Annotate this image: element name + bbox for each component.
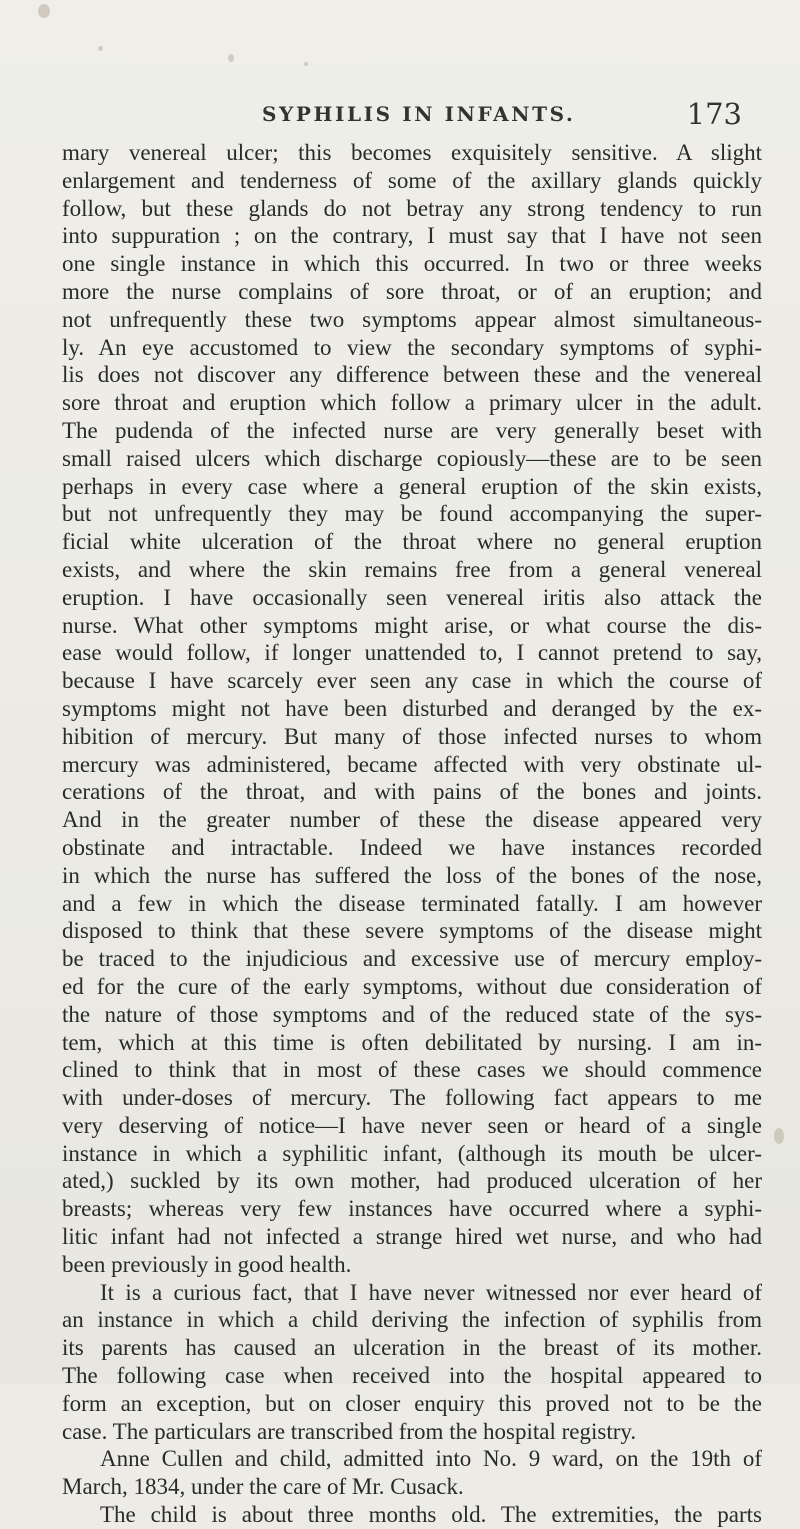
text-line: form an exception, but on closer enquiry this proved not to be the <box>62 1390 762 1416</box>
paper-stain <box>98 46 103 51</box>
text-line: litic infant had not infected a strange hired wet nurse, and who had <box>62 1224 762 1250</box>
text-line: not unfrequently these two symptoms appear almost simultaneous- <box>62 306 762 332</box>
text-line: disposed to think that these severe symptoms of the disease might <box>62 918 762 944</box>
text-line: lis does not discover any difference between these and the venereal <box>62 362 762 388</box>
text-line: exists, and where the skin remains free from a general venereal <box>62 556 762 582</box>
text-line: ed for the cure of the early symptoms, without due consideration of <box>62 973 762 999</box>
text-line: case. The particulars are transcribed from the hospital registry. <box>62 1418 637 1444</box>
paper-stain <box>38 4 50 18</box>
text-line: hibition of mercury. But many of those infected nurses to whom <box>62 723 762 749</box>
text-line: but not unfrequently they may be found accompanying the super- <box>62 501 762 527</box>
text-line: with under-doses of mercury. The following fact appears to me <box>62 1085 762 1111</box>
running-title: SYPHILIS IN INFANTS. <box>262 102 576 126</box>
text-line: small raised ulcers which discharge copiously—these are to be seen <box>62 445 762 471</box>
text-line: the nature of those symptoms and of the reduced state of the sys- <box>62 1001 762 1027</box>
text-line: obstinate and intractable. Indeed we have instances recorded <box>62 834 762 860</box>
text-line: eruption. I have occasionally seen venereal iritis also attack the <box>62 584 762 610</box>
text-line: It is a curious fact, that I have never witnessed nor ever heard of <box>100 1279 762 1305</box>
page-header <box>0 98 800 138</box>
text-line: perhaps in every case where a general eruption of the skin exists, <box>62 473 762 499</box>
text-line: breasts; whereas very few instances have occurred where a syphi- <box>62 1196 762 1222</box>
paper-stain <box>774 1128 784 1144</box>
text-line: ease would follow, if longer unattended to, I cannot pretend to say, <box>62 640 762 666</box>
text-line: clined to think that in most of these cases we should commence <box>62 1057 762 1083</box>
text-line: Anne Cullen and child, admitted into No. 9 ward, on the 19th of <box>100 1446 762 1472</box>
text-line: tem, which at this time is often debilitated by nursing. I am in- <box>62 1029 762 1055</box>
text-line: been previously in good health. <box>62 1251 352 1277</box>
text-line: symptoms might not have been disturbed and deranged by the ex- <box>62 695 762 721</box>
body-text <box>62 139 762 1529</box>
text-line: March, 1834, under the care of Mr. Cusack. <box>62 1474 464 1500</box>
text-line: an instance in which a child deriving the infection of syphilis from <box>62 1307 762 1333</box>
paper-stain <box>228 54 234 62</box>
text-line: The child is about three months old. The extremities, the parts <box>100 1502 762 1528</box>
text-line: The following case when received into the hospital appeared to <box>62 1363 762 1389</box>
text-line: its parents has caused an ulceration in the breast of its mother. <box>62 1335 762 1361</box>
paper-stain <box>304 62 308 66</box>
text-line: sore throat and eruption which follow a primary ulcer in the adult. <box>62 390 762 416</box>
text-line: The pudenda of the infected nurse are very generally beset with <box>62 417 762 443</box>
page-number: 173 <box>686 97 742 131</box>
text-line: instance in which a syphilitic infant, (although its mouth be ulcer- <box>62 1140 762 1166</box>
text-line: one single instance in which this occurred. In two or three weeks <box>62 251 762 277</box>
text-line: because I have scarcely ever seen any case in which the course of <box>62 668 762 694</box>
text-line: in which the nurse has suffered the loss of the bones of the nose, <box>62 862 762 888</box>
text-line: be traced to the injudicious and excessive use of mercury employ- <box>62 946 762 972</box>
text-line: follow, but these glands do not betray any strong tendency to run <box>62 195 762 221</box>
text-line: mercury was administered, became affected with very obstinate ul- <box>62 751 762 777</box>
text-line: more the nurse complains of sore throat, or of an eruption; and <box>62 278 762 304</box>
text-line: enlargement and tenderness of some of the axillary glands quickly <box>62 167 762 193</box>
text-line: into suppuration ; on the contrary, I must say that I have not seen <box>62 223 762 249</box>
text-line: ated,) suckled by its own mother, had produced ulceration of her <box>62 1168 762 1194</box>
text-line: and a few in which the disease terminated fatally. I am however <box>62 890 762 916</box>
text-line: ficial white ulceration of the throat where no general eruption <box>62 529 762 555</box>
text-line: nurse. What other symptoms might arise, or what course the dis- <box>62 612 762 638</box>
text-line: very deserving of notice—I have never seen or heard of a single <box>62 1112 762 1138</box>
text-line: And in the greater number of these the disease appeared very <box>62 807 762 833</box>
text-line: ly. An eye accustomed to view the secondary symptoms of syphi- <box>62 334 762 360</box>
text-line: mary venereal ulcer; this becomes exquisitely sensitive. A slight <box>62 140 762 165</box>
text-line: cerations of the throat, and with pains of the bones and joints. <box>62 779 762 805</box>
